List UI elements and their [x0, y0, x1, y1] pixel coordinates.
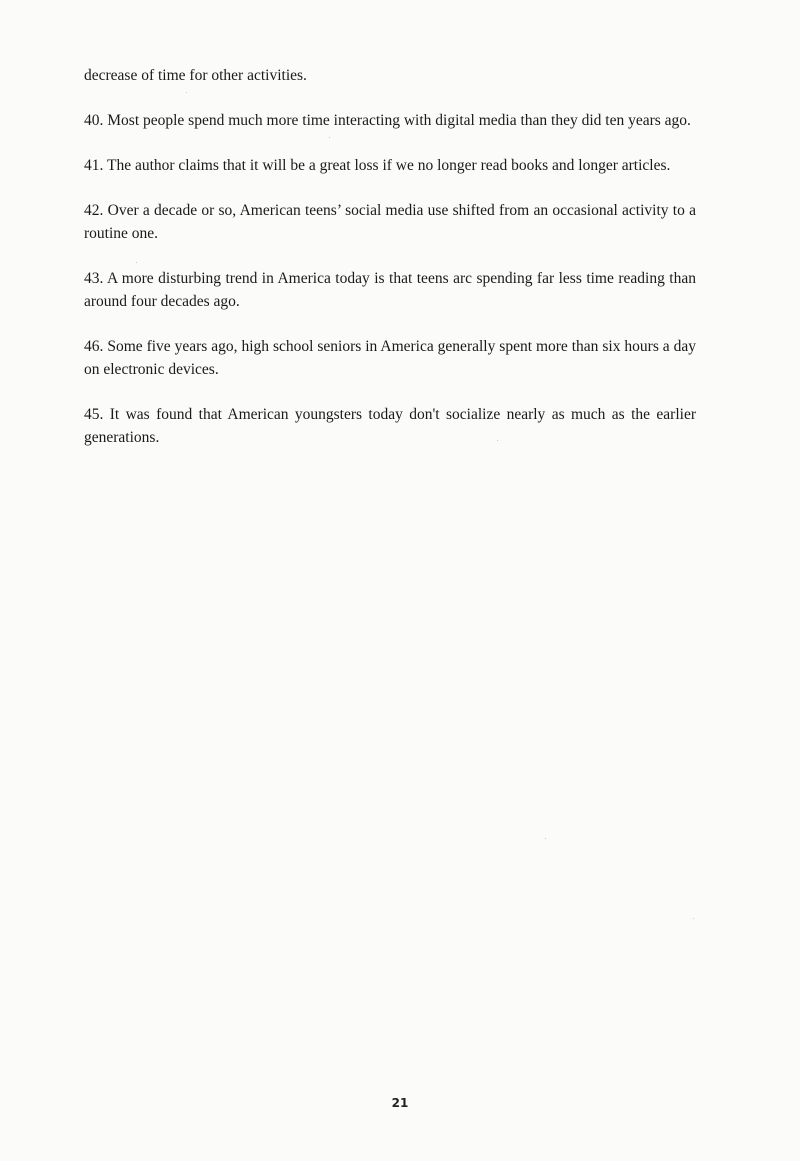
- statement-45: 45. It was found that American youngsters today don't socialize nearly as much as the earlier generations.: [84, 406, 696, 446]
- scan-speck: [693, 918, 694, 919]
- continuation-text: decrease of time for other activities.: [84, 67, 307, 84]
- scan-speck: [545, 838, 546, 839]
- page-number: 21: [391, 1096, 409, 1110]
- statement-42: 42. Over a decade or so, American teens’ social media use shifted from an occasional activity to a routine one.: [84, 202, 696, 242]
- scan-speck: [136, 262, 137, 263]
- scan-speck: [497, 440, 498, 441]
- statement-46: 46. Some five years ago, high school seniors in America generally spent more than six hours a day on electronic devices.: [84, 338, 696, 378]
- statement-43: 43. A more disturbing trend in America today is that teens arc spending far less time reading than around four decades ago.: [84, 270, 696, 310]
- statement-41: 41. The author claims that it will be a great loss if we no longer read books and longer articles.: [84, 157, 671, 174]
- statements-section: [84, 64, 696, 449]
- scan-speck: [186, 92, 187, 93]
- scan-speck: [329, 137, 330, 138]
- statement-40: 40. Most people spend much more time interacting with digital media than they did ten years ago.: [84, 112, 691, 129]
